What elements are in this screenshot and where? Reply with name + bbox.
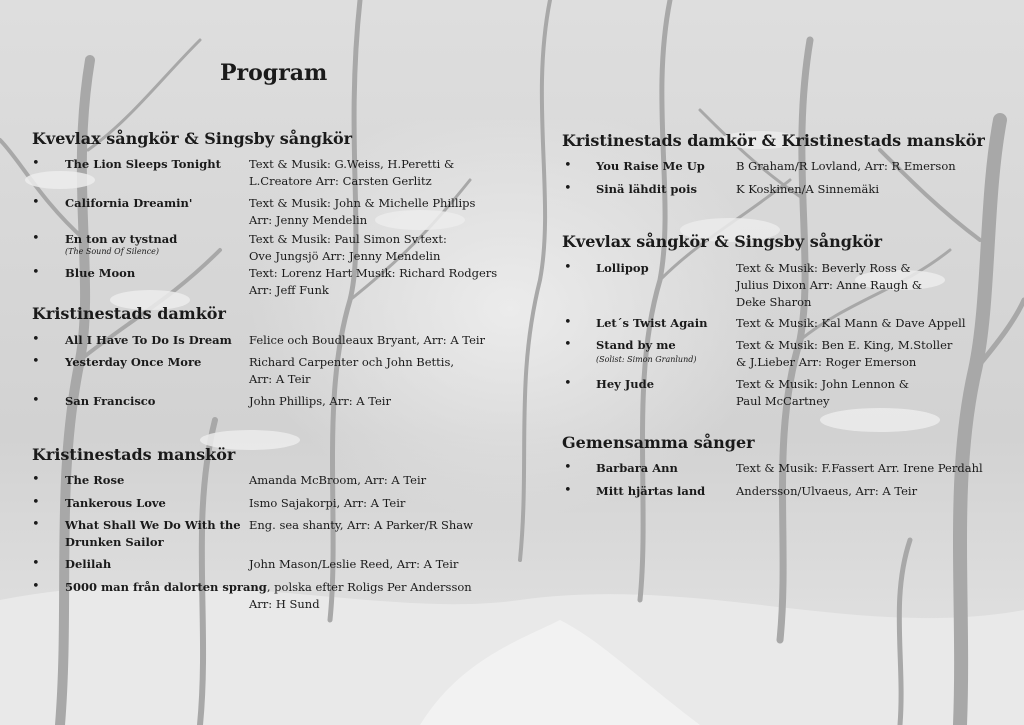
bullet: •	[32, 393, 40, 408]
song-credit: Text & Musik: Beverly Ross & Julius Dixon Arr: Anne Raugh & Deke Sharon	[736, 261, 922, 309]
bullet: •	[32, 231, 40, 246]
song-subtitle: (The Sound Of Silence)	[65, 247, 160, 256]
bullet: •	[32, 556, 40, 571]
bullet: •	[564, 337, 572, 352]
bullet: •	[564, 460, 572, 475]
section-heading: Kvevlax sångkör & Singsby sångkör	[32, 129, 353, 148]
song-title: Sinä lähdit pois	[596, 182, 697, 196]
song-title: The Lion Sleeps Tonight	[65, 157, 221, 171]
song-credit: John Mason/Leslie Reed, Arr: A Teir	[249, 557, 459, 571]
bullet: •	[32, 265, 40, 280]
bullet: •	[32, 472, 40, 487]
song-credit: K Koskinen/A Sinnemäki	[736, 182, 880, 196]
song-credit: Text & Musik: F.Fassert Arr. Irene Perdahl	[736, 461, 983, 475]
bullet: •	[32, 332, 40, 347]
section-heading: Kristinestads manskör	[32, 445, 236, 464]
song-credit: Amanda McBroom, Arr: A Teir	[249, 473, 427, 487]
song-credit: John Phillips, Arr: A Teir	[249, 394, 391, 408]
bullet: •	[564, 158, 572, 173]
song-credit: Eng. sea shanty, Arr: A Parker/R Shaw	[249, 518, 473, 532]
bullet: •	[564, 260, 572, 275]
song-credit: Text & Musik: Kal Mann & Dave Appell	[736, 316, 966, 330]
song-credit: Ismo Sajakorpi, Arr: A Teir	[249, 496, 406, 510]
song-credit: Text & Musik: Ben E. King, M.Stoller & J.Lieber Arr: Roger Emerson	[736, 338, 953, 369]
song-title-with-note	[65, 579, 472, 596]
song-title: Blue Moon	[65, 266, 136, 280]
song-title: Yesterday Once More	[65, 355, 202, 369]
song-credit: Felice och Boudleaux Bryant, Arr: A Teir	[249, 333, 486, 347]
song-title: Stand by me	[596, 338, 676, 352]
bullet: •	[564, 483, 572, 498]
song-title: What Shall We Do With the Drunken Sailor	[65, 518, 241, 549]
song-credit: Text & Musik: John & Michelle Phillips Arr: Jenny Mendelin	[249, 196, 476, 227]
bullet: •	[32, 579, 40, 594]
song-note: , polska efter Roligs Per Andersson	[266, 580, 472, 594]
song-title: Delilah	[65, 557, 112, 571]
bullet: •	[32, 495, 40, 510]
song-credit: Text: Lorenz Hart Musik: Richard Rodgers Arr: Jeff Funk	[249, 266, 498, 297]
song-credit: Andersson/Ulvaeus, Arr: A Teir	[736, 484, 918, 498]
song-title: All I Have To Do Is Dream	[65, 333, 232, 347]
song-title: Barbara Ann	[596, 461, 678, 475]
song-credit: Text & Musik: Paul Simon Sv.text: Ove Jungsjö Arr: Jenny Mendelin	[249, 232, 447, 263]
bullet: •	[564, 376, 572, 391]
bullet: •	[32, 156, 40, 171]
bullet: •	[32, 517, 40, 532]
section-heading: Kristinestads damkör	[32, 304, 226, 323]
song-title: California Dreamin'	[65, 196, 193, 210]
section-heading: Kvevlax sångkör & Singsby sångkör	[562, 232, 883, 251]
section-heading: Kristinestads damkör & Kristinestads manskör	[562, 131, 985, 150]
page-title: Program	[220, 60, 328, 86]
song-subtitle: (Solist: Simon Granlund)	[596, 355, 697, 364]
song-credit: Richard Carpenter och John Bettis, Arr: A Teir	[249, 355, 455, 386]
song-title: Lollipop	[596, 261, 649, 275]
song-credit: Text & Musik: G.Weiss, H.Peretti & L.Creatore Arr: Carsten Gerlitz	[249, 157, 455, 188]
song-title: 5000 man från dalorten sprang	[65, 580, 267, 594]
bullet: •	[564, 315, 572, 330]
song-title: En ton av tystnad	[65, 232, 178, 246]
song-title: Mitt hjärtas land	[596, 484, 706, 498]
song-credit: Text & Musik: John Lennon & Paul McCartney	[736, 377, 909, 408]
bullet: •	[32, 354, 40, 369]
song-title: Let´s Twist Again	[596, 316, 708, 330]
section-heading: Gemensamma sånger	[562, 433, 755, 452]
bullet: •	[564, 181, 572, 196]
song-title: Tankerous Love	[65, 496, 166, 510]
song-credit: B Graham/R Lovland, Arr: R Emerson	[736, 159, 956, 173]
song-title: You Raise Me Up	[596, 159, 705, 173]
song-credit: Arr: H Sund	[249, 597, 320, 611]
song-title: The Rose	[65, 473, 125, 487]
song-title: San Francisco	[65, 394, 156, 408]
song-title: Hey Jude	[596, 377, 655, 391]
bullet: •	[32, 195, 40, 210]
